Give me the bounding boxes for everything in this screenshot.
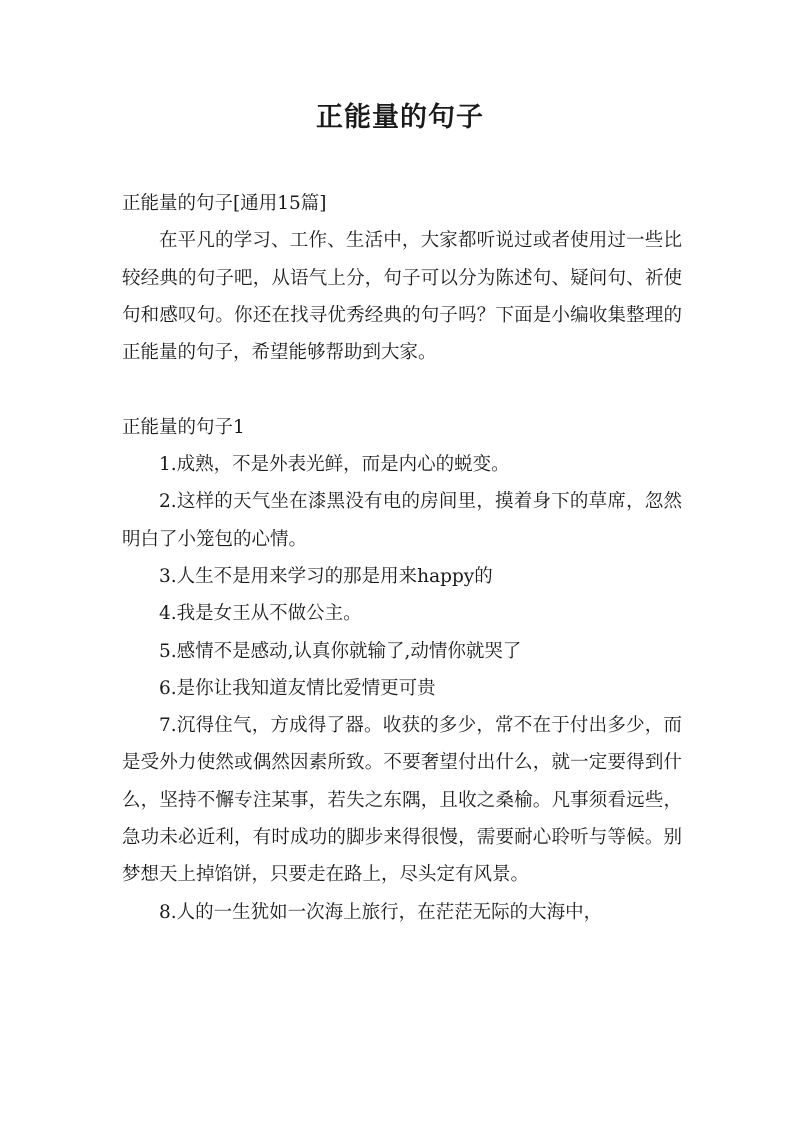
document-subtitle: 正能量的句子[通用15篇]	[122, 193, 327, 214]
intro-paragraph: 在平凡的学习、工作、生活中，大家都听说过或者使用过一些比较经典的句子吧，从语气上分，句子可以分为陈述句、疑问句、祈使句和感叹句。你还在找寻优秀经典的句子吗？下面是小编收集整理的正能量的句子，希望能够帮助到大家。	[122, 230, 682, 364]
document-title: 正能量的句子	[316, 102, 484, 133]
document-body	[122, 185, 682, 931]
sentence-item-3: 3.人生不是用来学习的那是用来happy的	[159, 565, 493, 587]
sentence-item-2: 2.这样的天气坐在漆黑没有电的房间里，摸着身下的草席，忽然明白了小笼包的心情。	[122, 491, 682, 550]
sentence-item-4: 4.我是女王从不做公主。	[159, 603, 362, 625]
sentence-item-7: 7.沉得住气，方成得了器。收获的多少，常不在于付出多少，而是受外力使然或偶然因素所致。不要奢望付出什么，就一定要得到什么，坚持不懈专注某事，若失之东隅，且收之桑榆。凡事须看远些，急功未必近利，有时成功的脚步来得很慢，需要耐心聆听与等候。别梦想天上掉馅饼，只要走在路上，尽头定有风景。	[122, 715, 682, 886]
sentence-item-6: 6.是你让我知道友情比爱情更可贵	[159, 677, 436, 699]
sentence-item-1: 1.成熟，不是外表光鲜，而是内心的蜕变。	[159, 454, 510, 476]
sentence-item-8: 8.人的一生犹如一次海上旅行，在茫茫无际的大海中，	[159, 901, 603, 923]
sentence-item-5: 5.感情不是感动,认真你就输了,动情你就哭了	[159, 640, 522, 662]
section-heading: 正能量的句子1	[122, 416, 245, 438]
paragraph-spacer	[122, 371, 682, 408]
